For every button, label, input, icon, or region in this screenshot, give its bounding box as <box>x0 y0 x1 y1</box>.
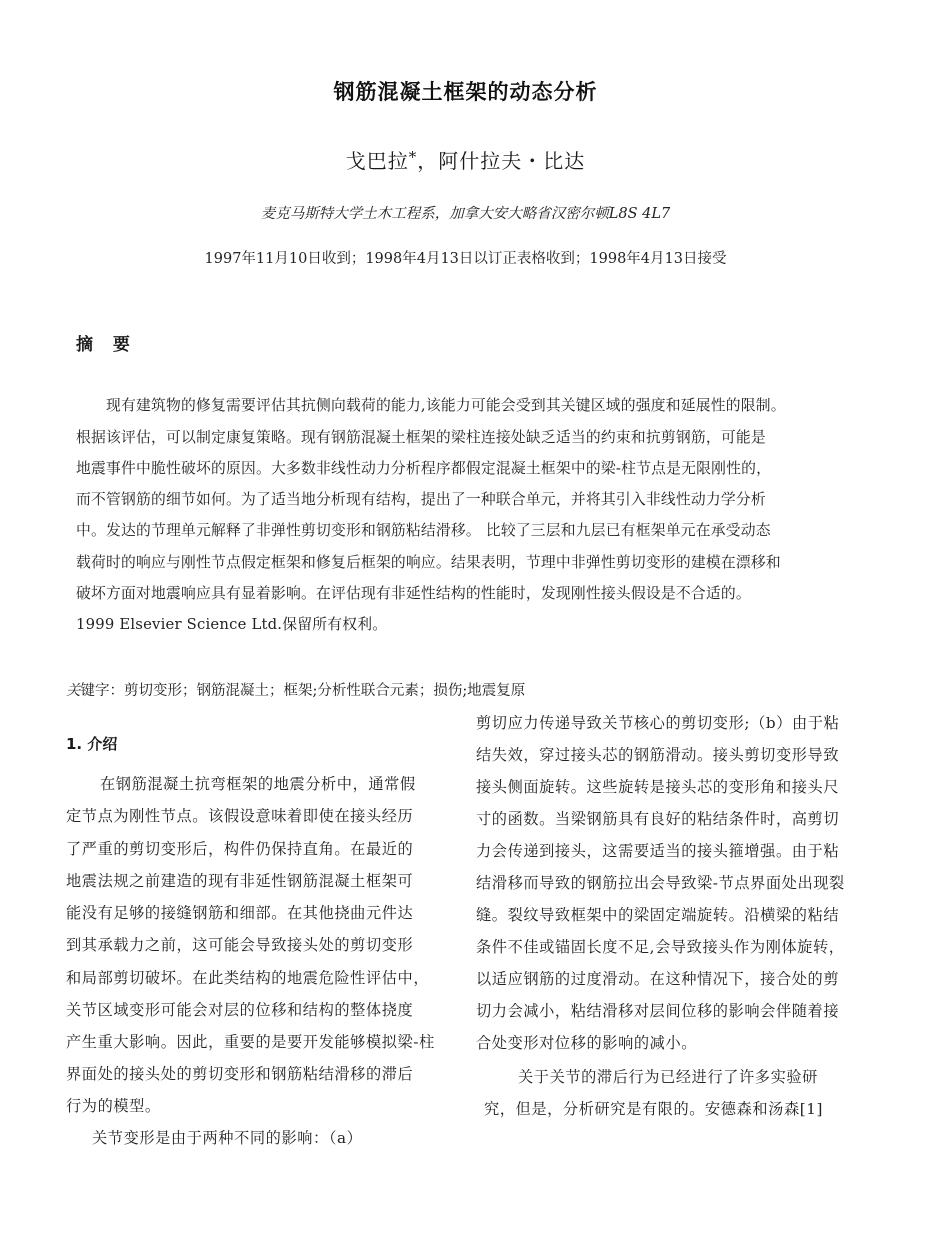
affiliation: 麦克马斯特大学土木工程系，加拿大安大略省汉密尔顿L8S 4L7 <box>260 206 671 222</box>
body-line: 定节点为刚性节点。该假设意味着即使在接头经历 <box>66 807 414 825</box>
body-line: 到其承载力之前，这可能会导致接头处的剪切变形 <box>66 936 414 954</box>
body-line: 结滑移而导致的钢筋拉出会导致梁-节点界面处出现裂 <box>476 874 845 892</box>
paper-title: 钢筋混凝土框架的动态分析 <box>333 80 598 104</box>
abstract-line: 破坏方面对地震响应具有显着影响。在评估现有非延性结构的性能时，发现刚性接头假设是不合适的。 <box>76 585 751 602</box>
body-line: 合处变形对位移的影响的减小。 <box>476 1034 698 1052</box>
body-line: 接头侧面旋转。这些旋转是接头芯的变形角和接头尺 <box>476 778 840 796</box>
keywords <box>66 679 525 700</box>
abstract-line: 地震事件中脆性破坏的原因。大多数非线性动力分析程序都假定混凝土框架中的梁-柱节点是无限刚性的， <box>76 460 772 477</box>
body-line: 条件不佳或锚固长度不足,会导致接头作为刚体旋转， <box>476 938 845 956</box>
body-line: 了严重的剪切变形后，构件仍保持直角。在最近的 <box>66 840 414 858</box>
body-line: 寸的函数。当梁钢筋具有良好的粘结条件时，高剪切 <box>476 810 840 828</box>
body-line: 关节区域变形可能会对层的位移和结构的整体挠度 <box>66 1001 414 1019</box>
body-line: 地震法规之前建造的现有非延性钢筋混凝土框架可 <box>66 872 414 890</box>
corresponding-author-mark: * <box>408 148 418 166</box>
body-line: 和局部剪切破坏。在此类结构的地震危险性评估中， <box>66 969 430 987</box>
body-line: 力会传递到接头，这需要适当的接头箍增强。由于粘 <box>476 842 840 860</box>
abstract-line: 现有建筑物的修复需要评估其抗侧向载荷的能力,该能力可能会受到其关键区域的强度和延展性的限制。 <box>106 397 786 414</box>
abstract-heading: 摘 要 <box>76 335 137 355</box>
body-line: 切力会减小，粘结滑移对层间位移的影响会伴随着接 <box>476 1002 840 1020</box>
abstract-line: 1999 Elsevier Science Ltd.保留所有权利。 <box>76 616 388 633</box>
body-line: 界面处的接头处的剪切变形和钢筋粘结滑移的滞后 <box>66 1065 414 1083</box>
body-line: 产生重大影响。因此，重要的是要开发能够模拟梁-柱 <box>66 1033 435 1051</box>
section-heading: 1. 介绍 <box>66 735 118 753</box>
body-line: 究，但是，分析研究是有限的。安德森和汤森[1] <box>484 1100 824 1118</box>
body-line: 以适应钢筋的过度滑动。在这种情况下，接合处的剪 <box>476 970 840 988</box>
body-line: 行为的模型。 <box>66 1097 161 1115</box>
body-line: 关于关节的滞后行为已经进行了许多实验研 <box>518 1068 818 1086</box>
author-list <box>0 145 931 174</box>
abstract-line: 载荷时的响应与刚性节点假定框架和修复后框架的响应。结果表明，节理中非弹性剪切变形的建模在漂移和 <box>76 554 781 571</box>
received-dates: 1997年11月10日收到；1998年4月13日以订正表格收到；1998年4月13日接受 <box>204 251 727 267</box>
body-line: 结失效，穿过接头芯的钢筋滑动。接头剪切变形导致 <box>476 746 840 764</box>
body-line: 在钢筋混凝土抗弯框架的地震分析中，通常假 <box>100 775 416 793</box>
abstract-line: 而不管钢筋的细节如何。为了适当地分析现有结构，提出了一种联合单元，并将其引入非线性动力学分析 <box>76 491 766 508</box>
abstract-line: 中。发达的节理单元解释了非弹性剪切变形和钢筋粘结滑移。 比较了三层和九层已有框架单元在承受动态 <box>76 522 771 539</box>
author-primary: 戈巴拉 <box>345 149 409 173</box>
keywords-label-first: 关 <box>66 683 81 699</box>
keywords-text: 键字：剪切变形；钢筋混凝土；框架;分析性联合元素；损伤;地震复原 <box>80 683 526 699</box>
body-line: 剪切应力传递导致关节核心的剪切变形;（b）由于粘 <box>476 714 840 732</box>
body-line: 缝。裂纹导致框架中的梁固定端旋转。沿横梁的粘结 <box>476 906 840 924</box>
body-line: 关节变形是由于两种不同的影响：（a） <box>92 1129 363 1147</box>
author-secondary: ，阿什拉夫・比达 <box>417 149 586 173</box>
abstract-line: 根据该评估，可以制定康复策略。现有钢筋混凝土框架的梁柱连接处缺乏适当的约束和抗剪钢筋，可能是 <box>76 429 766 446</box>
body-line: 能没有足够的接缝钢筋和细部。在其他挠曲元件达 <box>66 904 414 922</box>
